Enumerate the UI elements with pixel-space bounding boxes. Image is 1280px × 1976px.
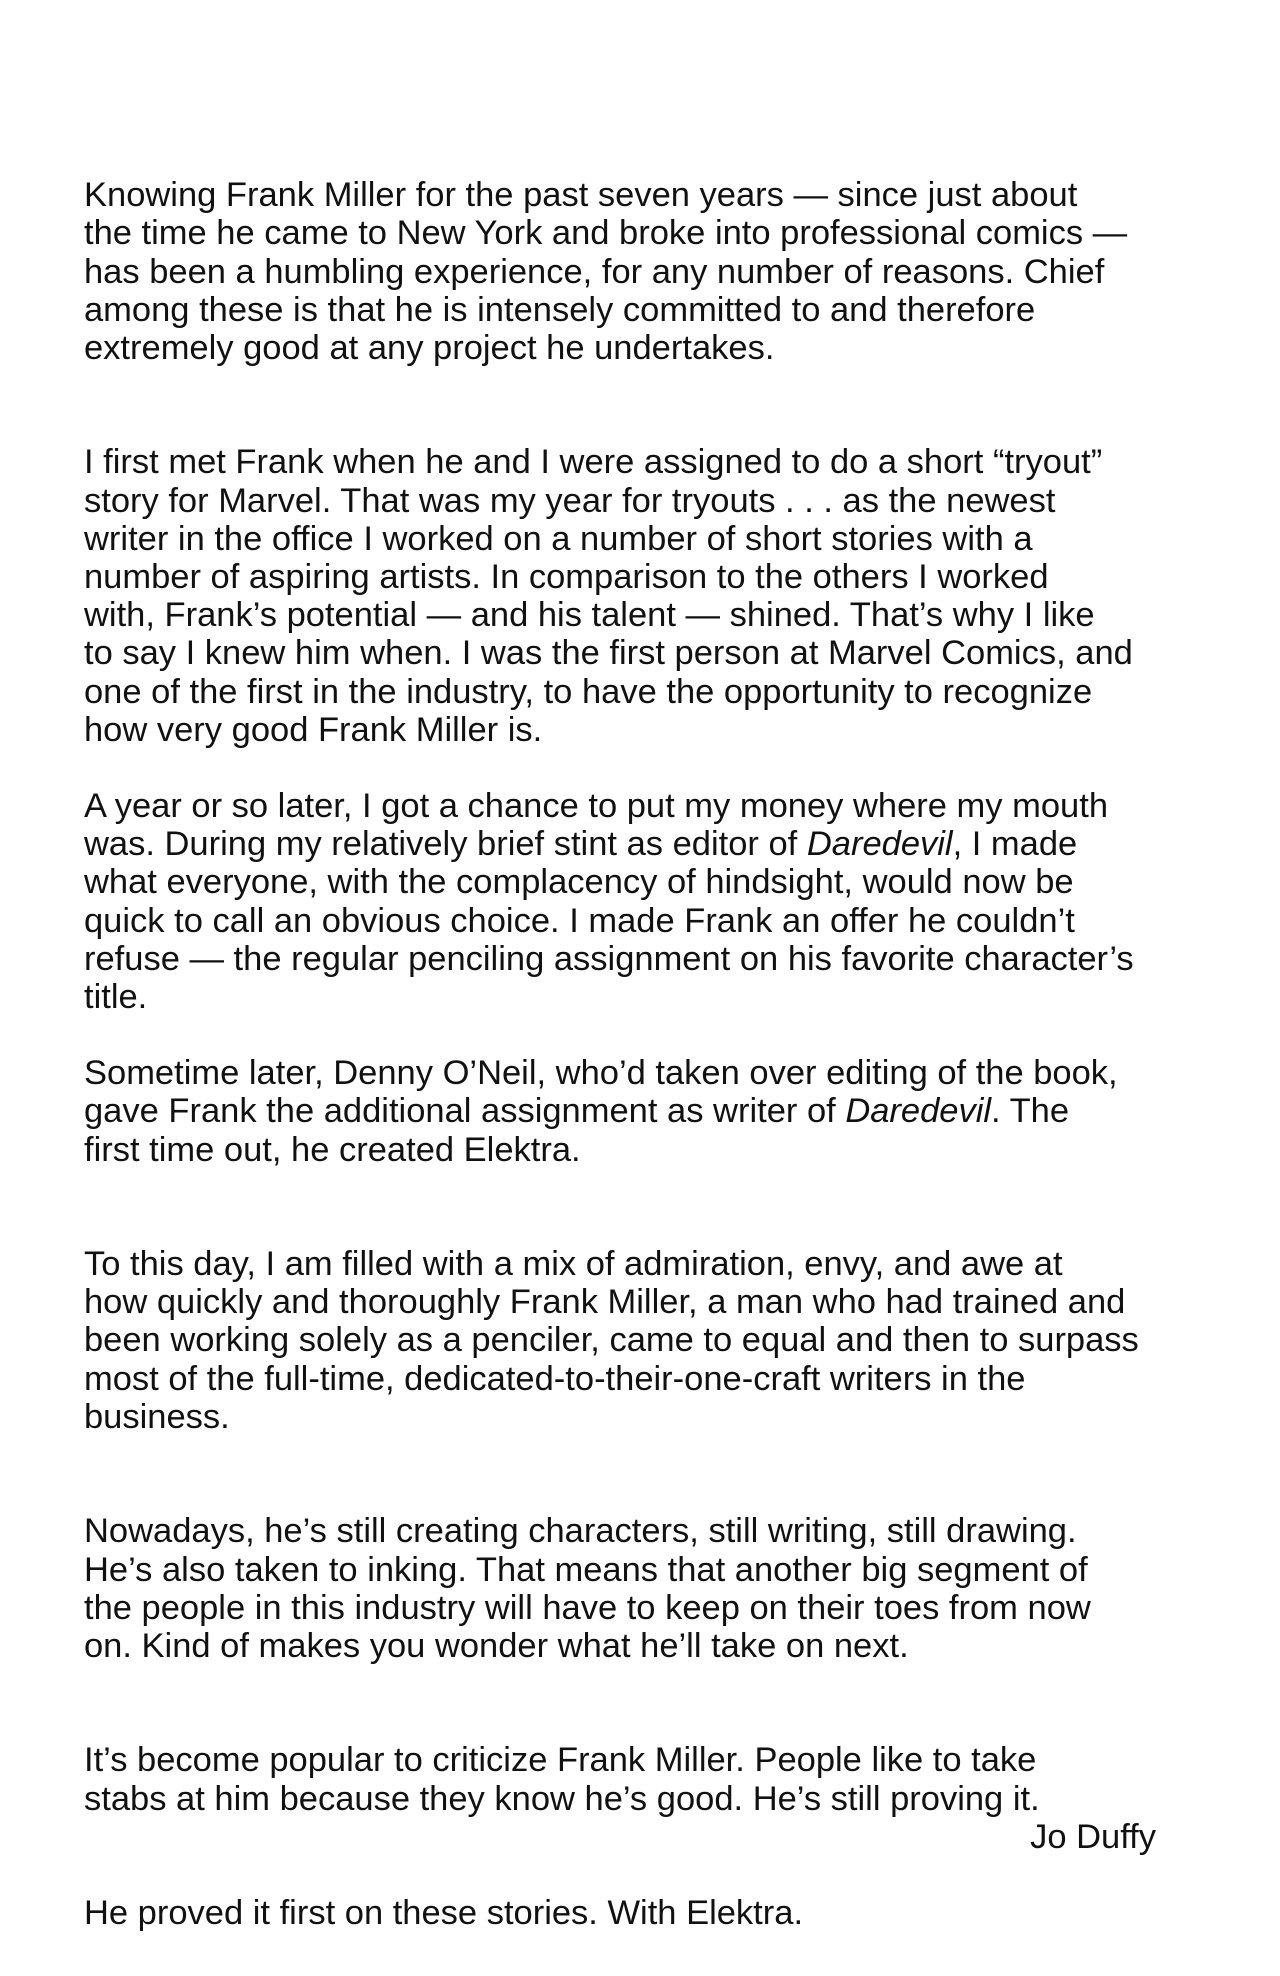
paragraph-3: [84, 787, 1194, 1016]
paragraph-4-text-after: . The first time out, he created Elektra.: [84, 1092, 1070, 1169]
paragraph-7: [84, 1703, 1194, 1818]
paragraph-8-text: He proved it first on these stories. With Elektra.: [84, 1893, 804, 1932]
paragraph-6: [84, 1474, 1194, 1665]
paragraph-2-text: I first met Frank when he and I were assigned to do a short “tryout” story for Marvel. That was my year for tryouts . . . as the newest writer in the office I worked on a number of short stories with a number of aspiring artists. In comparison to the others I worked with, Frank’s potential — and his talent — shined. That’s why I like to say I knew him when. I was the first person at Marvel Comics, and one of the first in the industry, to have the opportunity to recognize how very good Frank Miller is.: [84, 443, 1133, 749]
paragraph-4: [84, 1054, 1194, 1169]
paragraph-1: [84, 138, 1194, 367]
paragraph-3-title-italic: Daredevil: [806, 825, 953, 864]
paragraph-3-text-after: , I made what everyone, with the complacency of hindsight, would now be quick to call an obvious choice. I made Frank an offer he couldn’t refuse — the regular penciling assignment on his favorite character’s title.: [84, 825, 1134, 1017]
paragraph-4-text-before: Sometime later, Denny O’Neil, who’d taken over editing of the book, gave Frank the additional assignment as writer of: [84, 1054, 1118, 1131]
paragraph-1-text: Knowing Frank Miller for the past seven years — since just about the time he came to New York and broke into professional comics — has been a humbling experience, for any number of reasons. Chief among these is that he is intensely committed to and therefore extremely good at any project he undertakes.: [84, 176, 1128, 368]
author-signature: Jo Duffy: [1030, 1818, 1156, 1856]
paragraph-8: [84, 1856, 1194, 1932]
paragraph-2: [84, 405, 1194, 749]
paragraph-3-text-before: A year or so later, I got a chance to put my money where my mouth was. During my relatively brief stint as editor of: [84, 787, 1108, 864]
paragraph-4-title-italic: Daredevil: [845, 1092, 992, 1131]
paragraph-7-text: It’s become popular to criticize Frank Miller. People like to take stabs at him because they know he’s good. He’s still proving it.: [84, 1741, 1040, 1818]
body-text: [84, 138, 1194, 1970]
paragraph-6-text: Nowadays, he’s still creating characters, still writing, still drawing. He’s also taken to inking. That means that another big segment of the people in this industry will have to keep on their toes from now on. Kind of makes you wonder what he’ll take on next.: [84, 1512, 1091, 1665]
paragraph-5-text: To this day, I am filled with a mix of admiration, envy, and awe at how quickly and thoroughly Frank Miller, a man who had trained and been working solely as a penciler, came to equal and then to surpass most of the full-time, dedicated-to-their-one-craft writers in the business.: [84, 1245, 1139, 1436]
paragraph-5: [84, 1207, 1194, 1436]
